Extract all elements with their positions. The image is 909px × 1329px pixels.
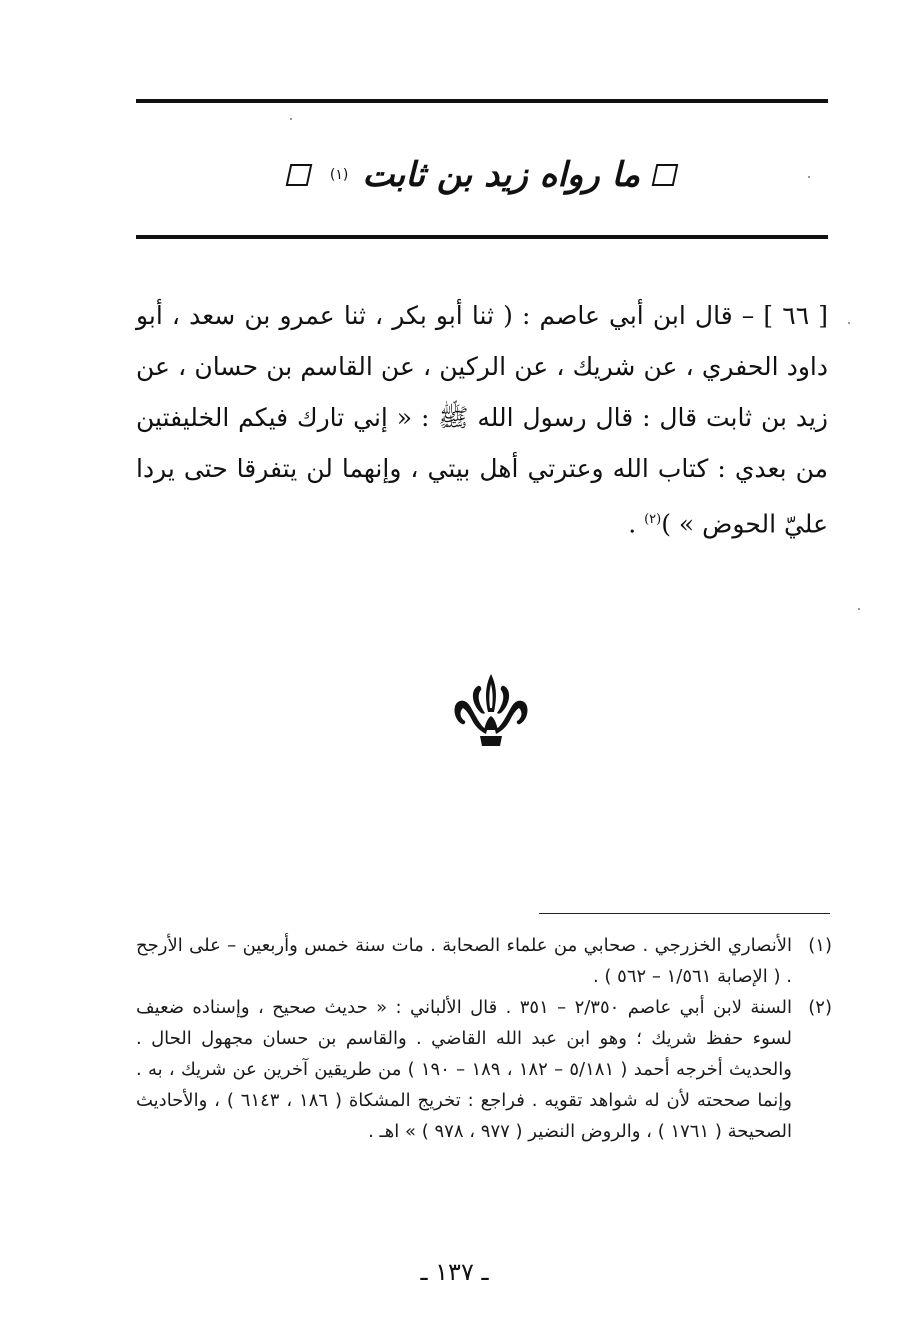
footnote-text: السنة لابن أبي عاصم ٢/٣٥٠ – ٣٥١ . قال الألباني : « حديث صحيح ، وإسناده ضعيف لسوء حفظ شريك ؛ وهو ابن عبد الله القاضي . والقاسم بن حسان مجهول الحال . والحديث أخرجه أحمد ( ٥/١٨١ – ١٨٢ ، ١٨٩ – ١٩٠ ) من طريقين آخرين عن شريك ، به . وإنما صححته لأن له شواهد تقويه . فراجع : تخريج المشكاة ( ١٨٦ ، ٦١٤٣ ) ، والأحاديث الصحيحة ( ١٧٦١ ) ، والروض النضير ( ٩٧٧ ، ٩٧٨ ) » اهـ . xyxy=(136,997,792,1142)
footnote-item xyxy=(136,930,832,992)
header-top-rule xyxy=(136,99,828,103)
chapter-footnote-ref: (١) xyxy=(329,167,349,183)
scan-speck xyxy=(808,176,810,178)
page-number: ـ ١٣٧ ـ xyxy=(420,1258,489,1286)
chapter-title: ما رواه زيد بن ثابت xyxy=(362,155,641,195)
footnote-number: (١) xyxy=(808,935,832,956)
footnote-number: (٢) xyxy=(808,997,832,1018)
footnote-text: الأنصاري الخزرجي . صحابي من علماء الصحابة . مات سنة خمس وأربعين – على الأرجح . ( الإصابة ١/٥٦١ – ٥٦٢ ) . xyxy=(136,935,792,987)
hadith-text xyxy=(136,290,828,549)
scan-speck xyxy=(290,118,292,120)
square-bullet-icon xyxy=(286,164,313,186)
hadith-end: . xyxy=(628,509,645,539)
floral-ornament-icon xyxy=(450,672,532,748)
footnote-separator xyxy=(539,913,830,914)
hadith-footnote-ref: (٢) xyxy=(644,512,662,527)
footnotes xyxy=(136,930,832,1147)
hadith-paragraph: [ ٦٦ ] – قال ابن أبي عاصم : ( ثنا أبو بكر ، ثنا عمرو بن سعد ، أبو داود الحفري ، عن شريك ، عن الركين ، عن القاسم بن حسان ، عن زيد بن ثابت قال : قال رسول الله ﷺ : « إني تارك فيكم الخليفتين من بعدي : كتاب الله وعترتي أهل بيتي ، وإنهما لن يتفرقا حتى يردا عليّ الحوض » ) xyxy=(136,301,828,539)
scan-speck xyxy=(848,322,850,324)
chapter-heading xyxy=(136,140,828,210)
header-bottom-rule xyxy=(136,235,828,239)
scan-speck xyxy=(858,608,860,610)
square-bullet-icon xyxy=(652,164,679,186)
footnote-item xyxy=(136,992,832,1147)
